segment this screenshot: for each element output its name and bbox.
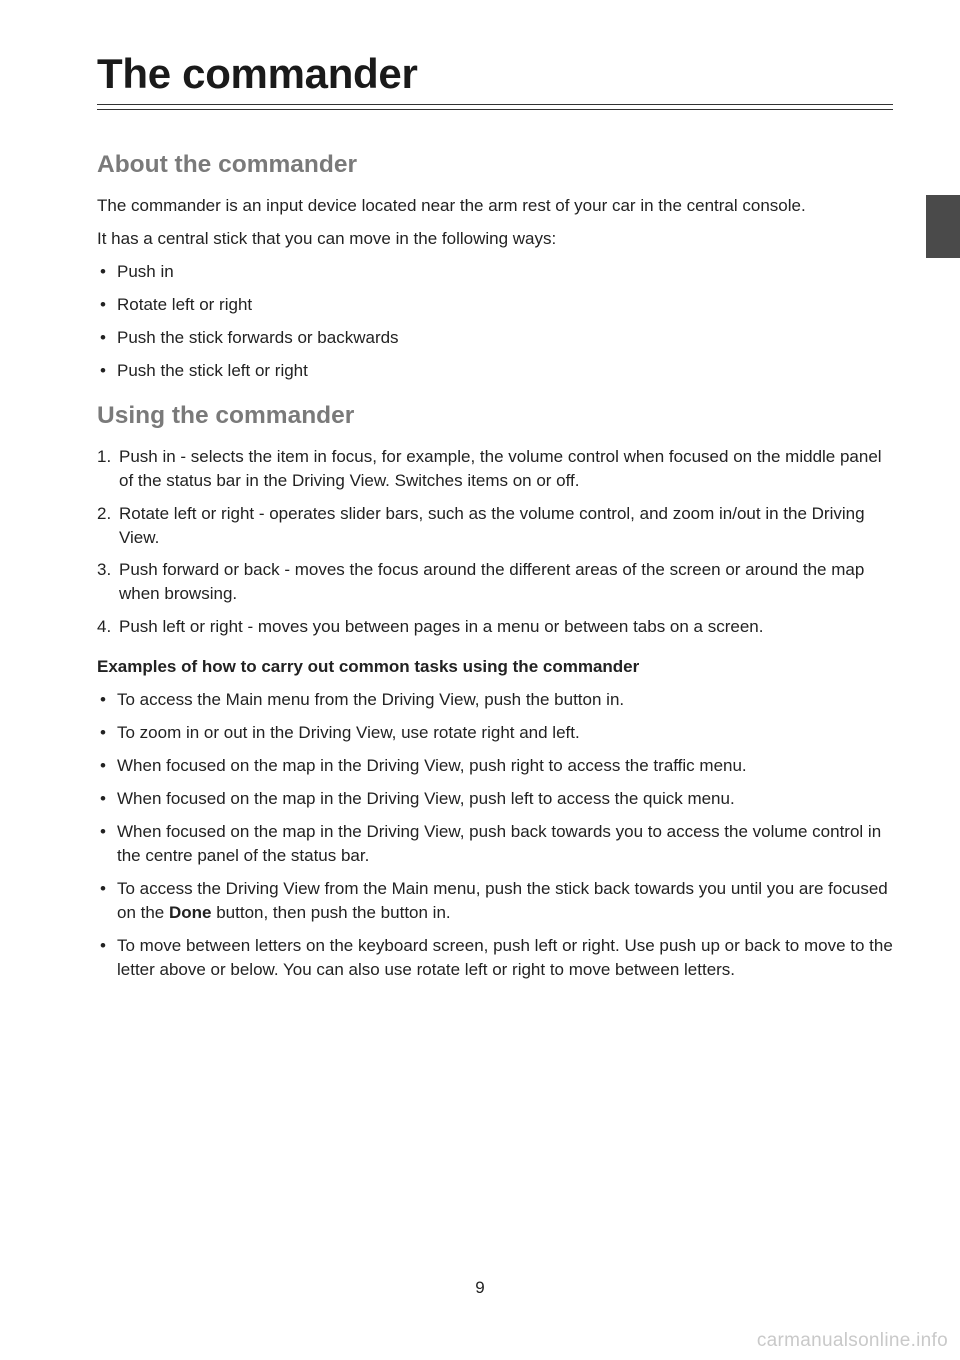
step-text: Push left or right - moves you between pages in a menu or between tabs on a screen. [119, 616, 764, 636]
done-label: Done [169, 902, 212, 922]
step-number: 2. [97, 503, 112, 523]
list-item: • When focused on the map in the Driving View, push right to access the traffic menu. [97, 754, 897, 778]
list-item: • When focused on the map in the Driving View, push back towards you to access the volume control in the centre panel of the status bar. [97, 820, 897, 868]
about-paragraph-1: The commander is an input device located near the arm rest of your car in the central console. [97, 196, 806, 215]
list-item [97, 502, 897, 550]
list-item [97, 615, 897, 639]
list-item: • To zoom in or out in the Driving View, use rotate right and left. [97, 721, 897, 745]
watermark: carmanualsonline.info [756, 1330, 948, 1351]
examples-heading: Examples of how to carry out common tasks using the commander [97, 656, 640, 676]
example-text: To access the Driving View from the Main menu, push the stick back towards you until you are focused on the [117, 878, 888, 922]
about-paragraph-2: It has a central stick that you can move in the following ways: [97, 229, 557, 248]
list-item: • Push in [97, 260, 897, 284]
list-item [97, 558, 897, 606]
step-number: 1. [97, 447, 112, 466]
page-number: 9 [475, 1278, 485, 1297]
title-rule [97, 104, 893, 110]
step-text: Push in - selects the item in focus, for example, the volume control when focused on the middle panel of the status bar in the Driving View. Switches items on or off. [119, 447, 882, 490]
step-number: 3. [97, 560, 112, 579]
about-heading: About the commander [97, 151, 357, 178]
list-item [97, 445, 897, 493]
movement-list [97, 260, 897, 383]
list-item: • When focused on the map in the Driving View, push left to access the quick menu. [97, 787, 897, 811]
step-number: 4. [97, 616, 112, 636]
list-item [97, 877, 897, 925]
step-text: Push forward or back - moves the focus around the different areas of the screen or around the map when browsing. [119, 560, 865, 603]
page-title: The commander [97, 50, 418, 97]
step-text: Rotate left or right - operates slider bars, such as the volume control, and zoom in/out in the Driving View. [119, 503, 865, 547]
list-item: • To access the Main menu from the Driving View, push the button in. [97, 688, 897, 712]
steps-list [97, 445, 897, 639]
list-item: • Rotate left or right [97, 293, 897, 317]
using-heading: Using the commander [97, 402, 355, 429]
list-item: • Push the stick forwards or backwards [97, 326, 897, 350]
list-item: • To move between letters on the keyboard screen, push left or right. Use push up or back to move to the letter above or below. You can also use rotate left or right to move between letters. [97, 934, 897, 982]
examples-list [97, 688, 897, 982]
chapter-tab [926, 195, 960, 258]
page-content [97, 150, 897, 991]
example-text: button, then push the button in. [211, 902, 451, 922]
list-item: • Push the stick left or right [97, 359, 897, 383]
